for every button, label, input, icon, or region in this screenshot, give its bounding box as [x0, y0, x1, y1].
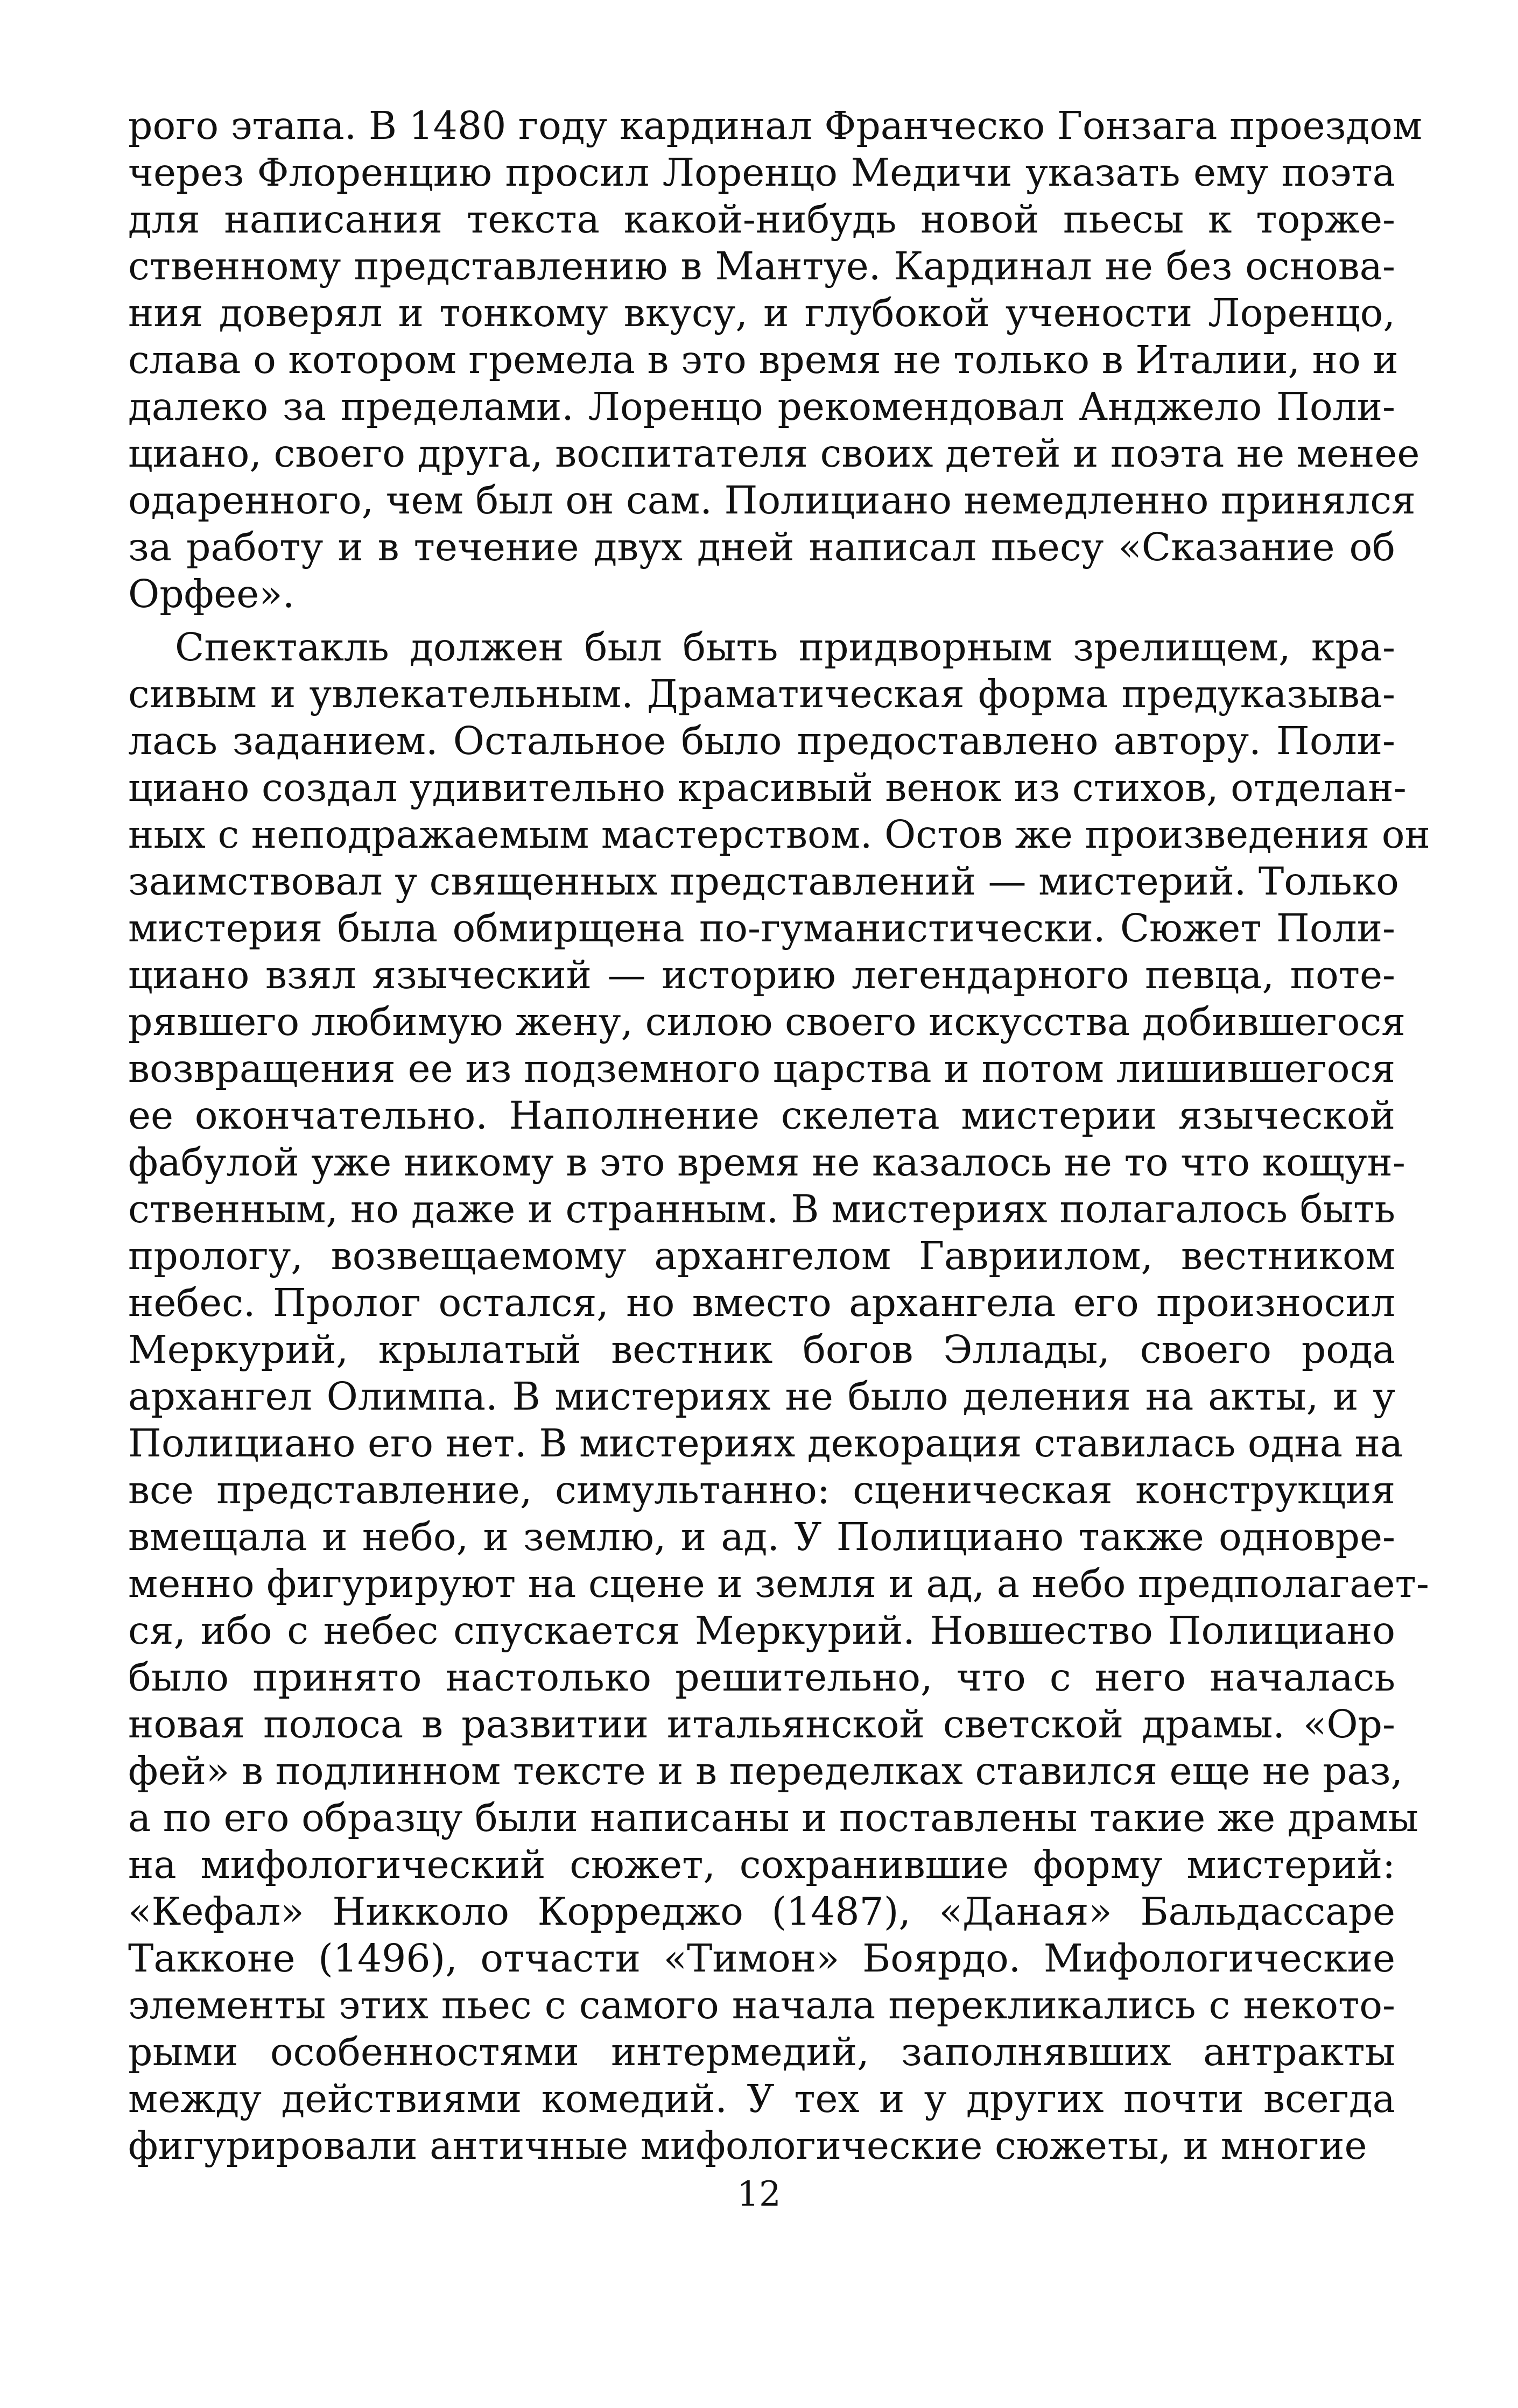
text-line: архангел Олимпа. В мистериях не было деления на акты, и у: [128, 1374, 1395, 1419]
text-line: заимствовал у священных представлений — мистерий. Только: [128, 859, 1399, 904]
text-line: рявшего любимую жену, силою своего искусства добившегося: [128, 999, 1405, 1044]
text-line: мистерия была обмирщена по-гуманистически. Сюжет Поли-: [128, 906, 1395, 950]
text-line: фигурировали античные мифологические сюжеты, и многие: [128, 2123, 1367, 2168]
paragraph-1: [128, 102, 1423, 617]
text-line: за работу и в течение двух дней написал пьесу «Сказание об: [128, 525, 1395, 569]
text-line: Такконе (1496), отчасти «Тимон» Боярдо. Мифологические: [128, 1936, 1395, 1981]
text-line: для написания текста какой-нибудь новой пьесы к торже-: [128, 197, 1395, 242]
text-line: ных с неподражаемым мастерством. Остов же произведения он: [128, 812, 1430, 857]
text-line: ственному представлению в Мантуе. Кардинал не без основа-: [128, 244, 1395, 288]
text-line: все представление, симультанно: сценическая конструкция: [128, 1468, 1395, 1512]
text-line: ся, ибо с небес спускается Меркурий. Новшество Полициано: [128, 1608, 1395, 1653]
body-text: [128, 102, 1430, 2169]
text-line: Меркурий, крылатый вестник богов Эллады, своего рода: [128, 1327, 1395, 1372]
text-line: Спектакль должен был быть придворным зрелищем, кра-: [175, 625, 1395, 670]
paragraph-gap: [128, 617, 1395, 624]
text-line: лась заданием. Остальное было предоставлено автору. Поли-: [128, 719, 1395, 763]
text-line: через Флоренцию просил Лоренцо Медичи указать ему поэта: [128, 150, 1395, 195]
page-number: 12: [737, 2174, 781, 2214]
text-line: сивым и увлекательным. Драматическая форма предуказыва-: [128, 672, 1395, 716]
text-line: прологу, возвещаемому архангелом Гавриилом, вестником: [128, 1234, 1395, 1278]
text-line: фабулой уже никому в это время не казалось не то что кощун-: [128, 1140, 1405, 1185]
text-line: ее окончательно. Наполнение скелета мистерии языческой: [128, 1093, 1395, 1138]
text-line: между действиями комедий. У тех и у других почти всегда: [128, 2076, 1395, 2121]
text-line: было принято настолько решительно, что с него началась: [128, 1655, 1395, 1700]
text-line: ственным, но даже и странным. В мистериях полагалось быть: [128, 1187, 1395, 1231]
text-line: циано, своего друга, воспитателя своих детей и поэта не менее: [128, 431, 1420, 476]
text-line: вмещала и небо, и землю, и ад. У Полициано также одновре-: [128, 1515, 1395, 1559]
text-line: далеко за пределами. Лоренцо рекомендовал Анджело Поли-: [128, 384, 1395, 429]
text-line: новая полоса в развитии итальянской светской драмы. «Ор-: [128, 1702, 1395, 1747]
text-line: рого этапа. В 1480 году кардинал Франческо Гонзага проездом: [128, 103, 1423, 148]
text-line: менно фигурируют на сцене и земля и ад, а небо предполагает-: [128, 1561, 1429, 1606]
text-line: небес. Пролог остался, но вместо архангела его произносил: [128, 1280, 1395, 1325]
text-line: Полициано его нет. В мистериях декорация ставилась одна на: [128, 1421, 1403, 1466]
text-line: фей» в подлинном тексте и в переделках ставился еще не раз,: [128, 1749, 1403, 1793]
text-line: слава о котором гремела в это время не только в Италии, но и: [128, 337, 1398, 382]
text-line: Орфее».: [128, 572, 295, 616]
text-line: элементы этих пьес с самого начала перекликались с некото-: [128, 1983, 1395, 2027]
text-line: циано создал удивительно красивый венок из стихов, отделан-: [128, 765, 1407, 810]
paragraph-2: [128, 624, 1430, 2169]
text-line: на мифологический сюжет, сохранившие форму мистерий:: [128, 1842, 1395, 1887]
text-line: возвращения ее из подземного царства и потом лишившегося: [128, 1046, 1395, 1091]
text-line: одаренного, чем был он сам. Полициано немедленно принялся: [128, 478, 1416, 523]
text-line: циано взял языческий — историю легендарного певца, поте-: [128, 953, 1395, 997]
text-line: ния доверял и тонкому вкусу, и глубокой учености Лоренцо,: [128, 291, 1395, 335]
text-line: а по его образцу были написаны и поставлены такие же драмы: [128, 1796, 1418, 1840]
text-line: «Кефал» Никколо Корреджо (1487), «Даная» Бальдассаре: [128, 1889, 1395, 1934]
text-line: рыми особенностями интермедий, заполнявших антракты: [128, 2030, 1395, 2074]
